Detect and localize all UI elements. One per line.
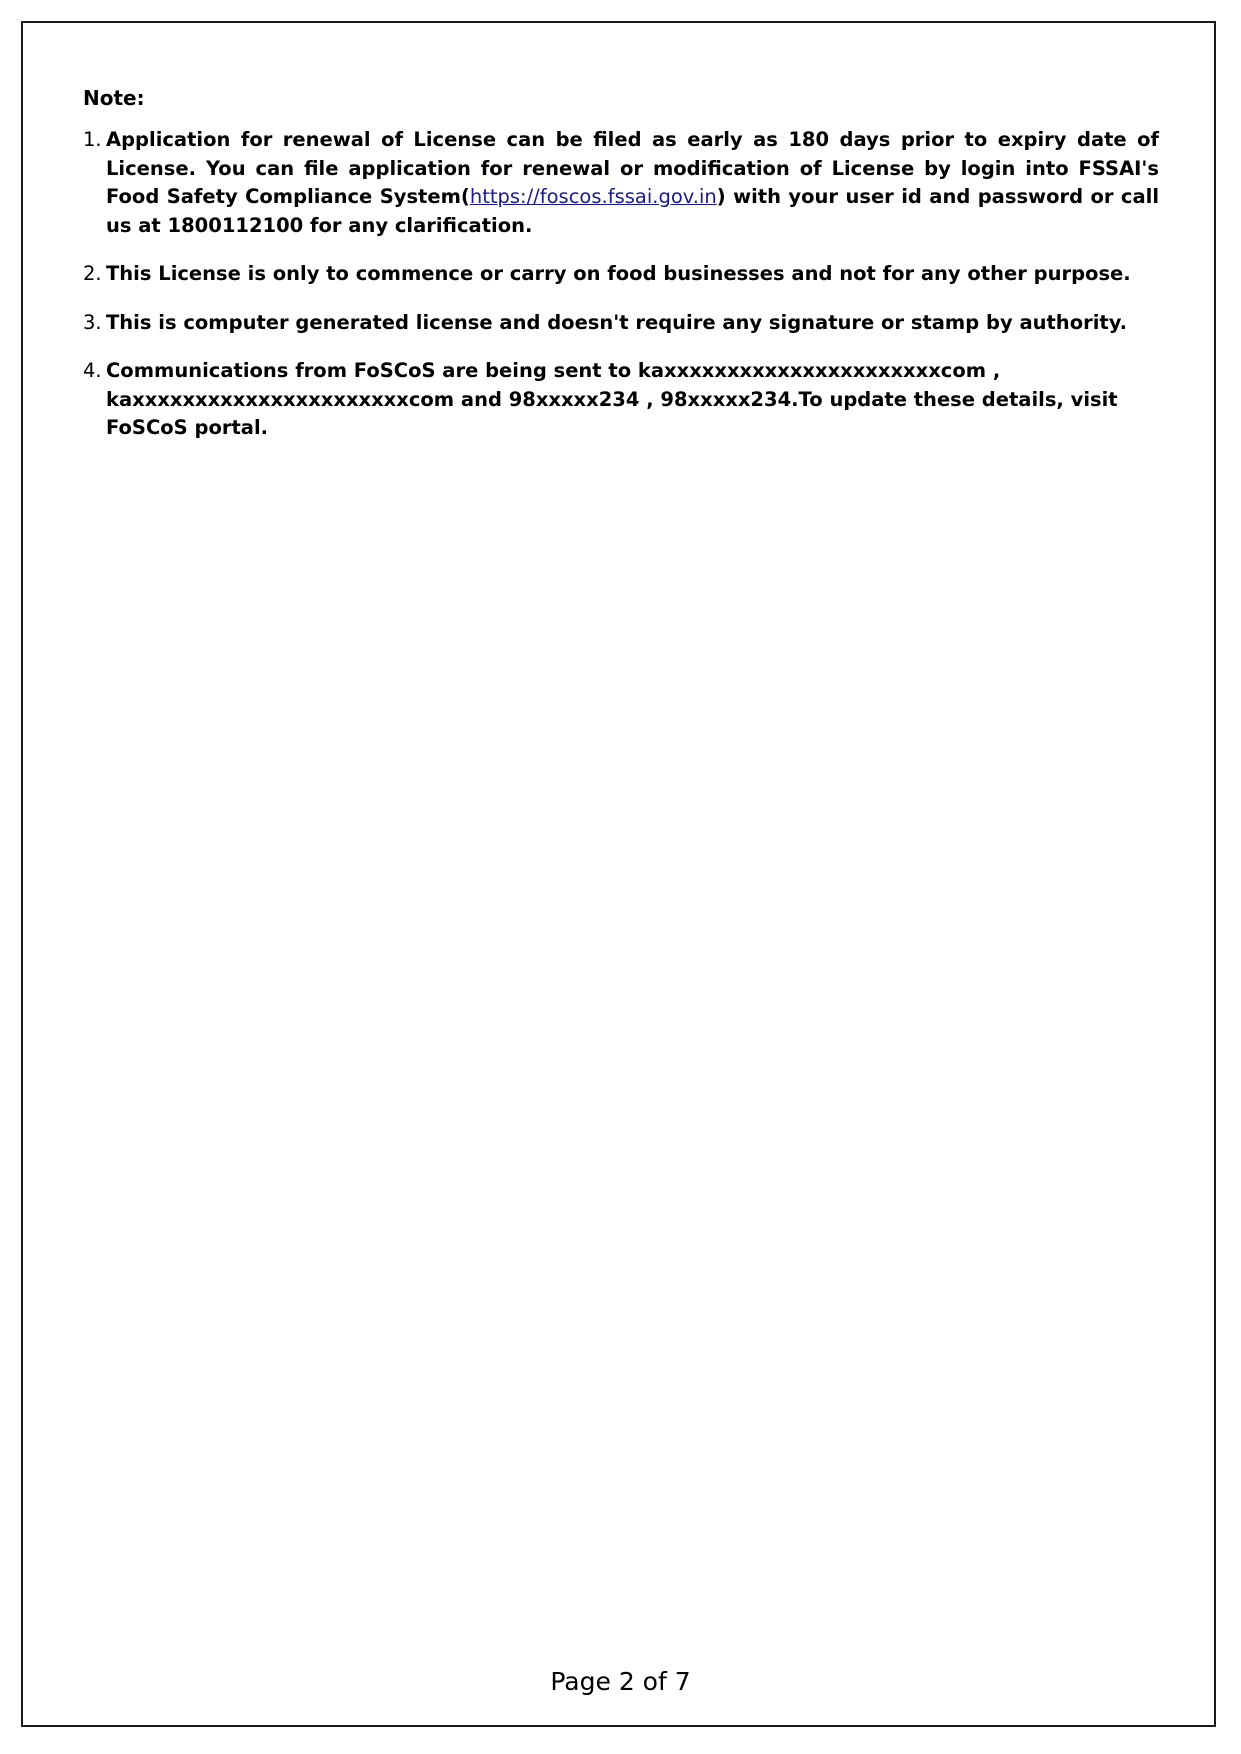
note-text: kaxxxxxxxxxxxxxxxxxxxxxxcom and 98xxxxx234 , 98xxxxx234.To update these details, visit FoSCoS portal. (106, 387, 1118, 439)
notes-list (83, 126, 1159, 443)
note-text: Communications from FoSCoS are being sent to kaxxxxxxxxxxxxxxxxxxxxxxcom , (106, 359, 1001, 382)
note-text: This is computer generated license and doesn't require any signature or stamp by authority. (106, 310, 1128, 334)
note-text: Application for renewal of License can be filed as early as 180 days prior to expiry date of License. You can file application for renewal or modification of License by login into FSSAI's Food Safety Compliance System( (106, 128, 1159, 208)
foscos-link[interactable]: https://foscos.fssai.gov.in (469, 185, 717, 208)
note-item-1 (83, 126, 1159, 240)
note-number: 1. (83, 128, 102, 151)
note-item-4 (83, 357, 1159, 443)
note-text: ) with your user id and password or call us at 1800112100 for any clarification. (106, 185, 1160, 237)
note-text: This License is only to commence or carry on food businesses and not for any other purpose. (106, 262, 1131, 285)
note-number: 3. (83, 310, 102, 334)
note-number: 2. (83, 262, 102, 285)
note-item-3 (83, 309, 1159, 338)
page-number: Page 2 of 7 (550, 1667, 691, 1696)
notes-section (83, 84, 1159, 463)
note-number: 4. (83, 359, 102, 382)
note-heading: Note: (83, 86, 145, 110)
note-item-2 (83, 260, 1159, 289)
